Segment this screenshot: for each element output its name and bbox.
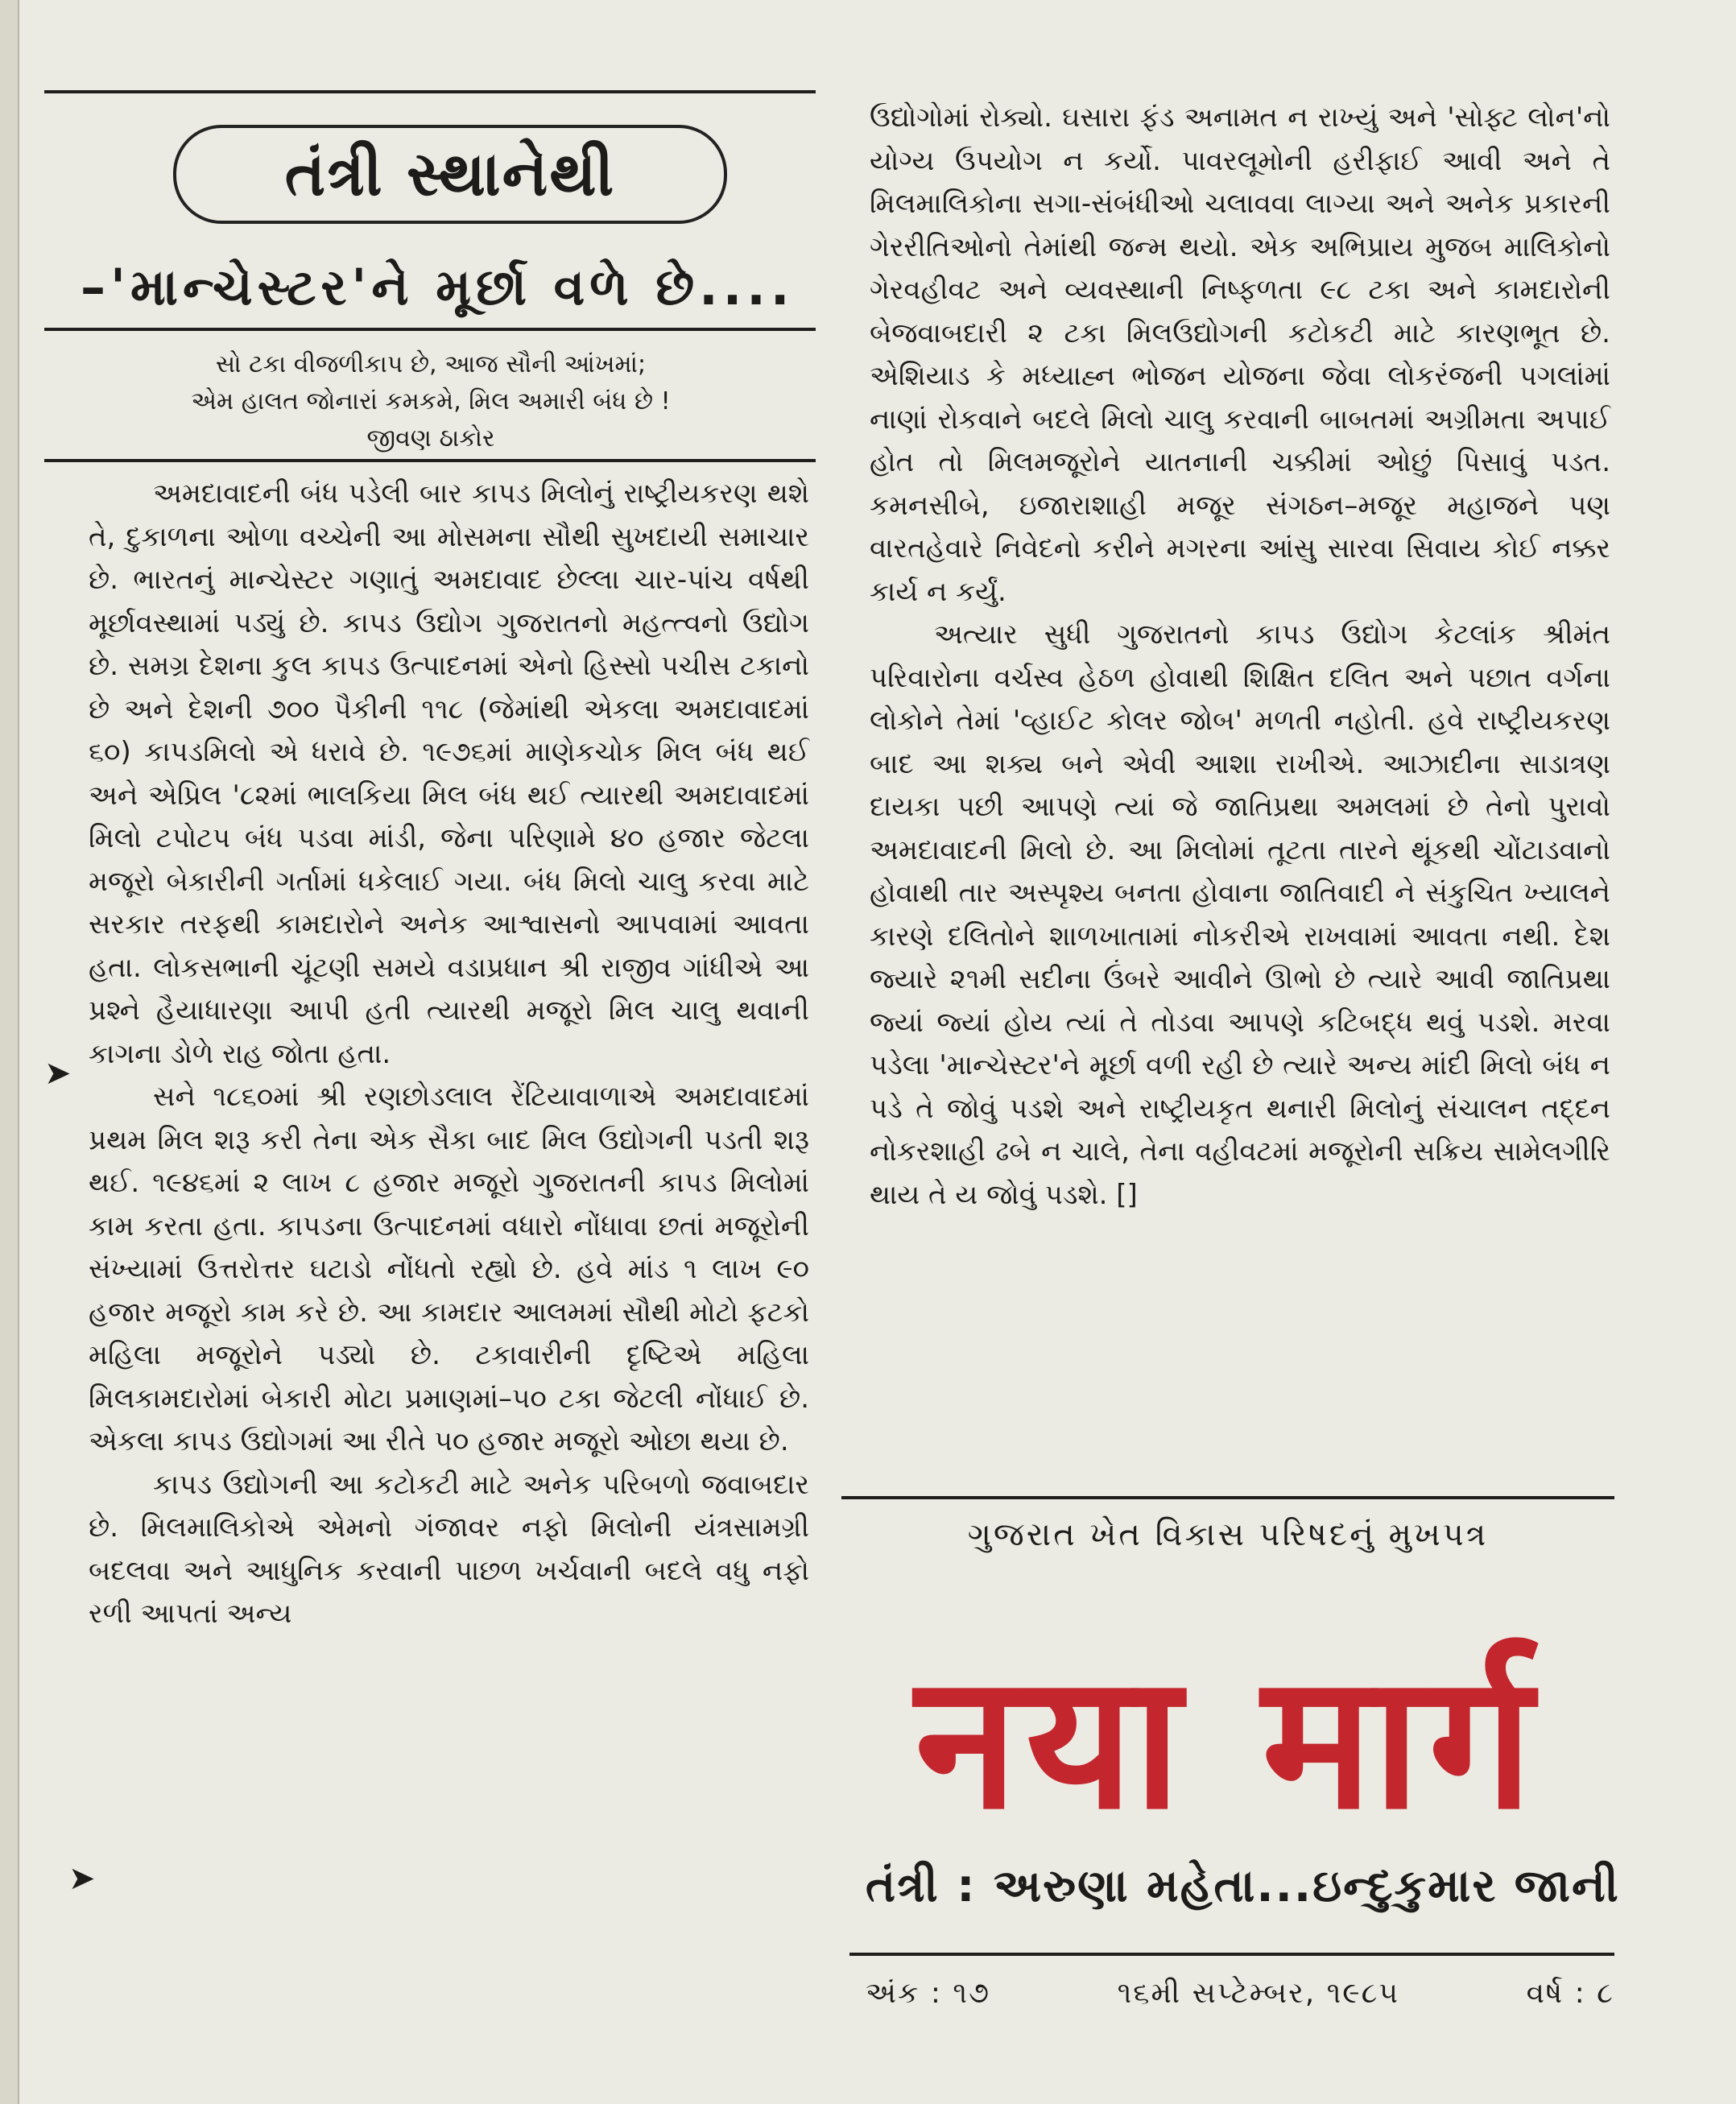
paragraph: અત્યાર સુધી ગુજરાતનો કાપડ ઉદ્યોગ કેટલાંક શ્રીમંત પરિવારોના વર્ચસ્વ હેઠળ હોવાથી શિક્ષિત દલિત અને પછાત વર્ગના લોકોને તેમાં 'વ્હાઈટ કોલર જોબ' મળતી નહોતી. હવે રાષ્ટ્રીયકરણ બાદ આ શક્ય બને એવી આશા રાખીએ. આઝાદીના સાડાત્રણ દાયકા પછી આપણે ત્યાં જે જાતિપ્રથા અમલમાં છે તેનો પુરાવો અમદાવાદની મિલો છે. આ મિલોમાં તૂટતા તારને થૂંકથી ચોંટાડવાનો હોવાથી તાર અસ્પૃશ્ય બનતા હોવાના જાતિવાદી ને સંકુચિત ખ્યાલને કારણે દલિતોને શાળખાતામાં નોકરીએ રાખવામાં આવતા નથી. દેશ જ્યારે ૨૧મી સદીના ઉંબરે આવીને ઊભો છે ત્યારે આવી જાતિપ્રથા જ્યાં જ્યાં હોય ત્યાં તે તોડવા આપણે કટિબદ્ધ થવું પડશે. મરવા પડેલા 'માન્ચેસ્ટર'ને મૂર્છા વળી રહી છે ત્યારે અન્ય માંદી મિલો બંધ ન પડે તે જોવું પડશે અને રાષ્ટ્રીયકૃત થનારી મિલોનું સંચાલન તદ્દન નોકરશાહી ઢબે ન ચાલે, તેના વહીવટમાં મજૂરોની સક્રિય સામેલગીરિ થાય તે ય જોવું પડશે. []: [870, 618, 1610, 1211]
masthead-rule-bottom: [849, 1953, 1614, 1956]
issue-year: વર્ષ : ૮: [1526, 1977, 1614, 2010]
paragraph: ઉદ્યોગોમાં રોક્યો. ઘસારા ફંડ અનામત ન રાખ્યું અને 'સોફ્ટ લોન'નો યોગ્ય ઉપયોગ ન કર્યો. પાવરલૂમોની હરીફાઈ આવી અને તે મિલમાલિકોના સગા-સંબંધીઓ ચલાવવા લાગ્યા અને અનેક પ્રકારની ગેરરીતિઓનો તેમાંથી જન્મ થયો. એક અભિપ્રાય મુજબ માલિકોનો ગેરવહીવટ અને વ્યવસ્થાની નિષ્ફળતા ૯૮ ટકા અને કામદારોની બેજવાબદારી ૨ ટકા મિલઉદ્યોગની કટોકટી માટે કારણભૂત છે. એશિયાડ કે મધ્યાહ્ન ભોજન યોજના જેવા લોકરંજની પગલાંમાં નાણાં રોકવાને બદલે મિલો ચાલુ કરવાની બાબતમાં અગ્રીમતા અપાઈ હોત તો મિલમજૂરોને યાતનાની ચક્કીમાં ઓછું પિસાવું પડત. કમનસીબે, ઇજારાશાહી મજૂર સંગઠન–મજૂર મહાજને પણ વારતહેવારે નિવેદનો કરીને મગરના આંસુ સારવા સિવાય કોઈ નક્કર કાર્ય ન કર્યું.: [870, 101, 1610, 608]
epigraph-poem: [48, 346, 813, 457]
paragraph: અમદાવાદની બંધ પડેલી બાર કાપડ મિલોનું રાષ્ટ્રીયકરણ થશે તે, દુકાળના ઓળા વચ્ચેની આ મોસમના સૌથી સુખદાયી સમાચાર છે. ભારતનું માન્ચેસ્ટર ગણાતું અમદાવાદ છેલ્લા ચાર-પાંચ વર્ષથી મૂર્છાવસ્થામાં પડ્યું છે. કાપડ ઉદ્યોગ ગુજરાતનો મહત્ત્વનો ઉદ્યોગ છે. સમગ્ર દેશના કુલ કાપડ ઉત્પાદનમાં એનો હિસ્સો પચીસ ટકાનો છે અને દેશની ૭૦૦ પૈકીની ૧૧૮ (જેમાંથી એકલા અમદાવાદમાં ૬૦) કાપડમિલો એ ધરાવે છે. ૧૯૭૬માં માણેકચોક મિલ બંધ થઈ અને એપ્રિલ '૮૨માં ભાલકિયા મિલ બંધ થઈ ત્યારથી અમદાવાદમાં મિલો ટપોટપ બંધ પડવા માંડી, જેના પરિણામે ૪૦ હજાર જેટલા મજૂરો બેકારીની ગર્તામાં ધકેલાઈ ગયા. બંધ મિલો ચાલુ કરવા માટે સરકાર તરફથી કામદારોને અનેક આશ્વાસનો આપવામાં આવતા હતા. લોકસભાની ચૂંટણી સમયે વડાપ્રધાન શ્રી રાજીવ ગાંધીએ આ પ્રશ્ને હૈયાધારણા આપી હતી ત્યારથી મજૂરો મિલ ચાલુ થવાની કાગના ડોળે રાહ જોતા હતા.: [89, 477, 809, 1070]
masthead-title: नया मार्ग: [915, 1635, 1541, 1850]
top-rule-left: [44, 90, 816, 93]
editorial-header: [48, 101, 813, 316]
issue-number: અંક : ૧૭: [866, 1977, 991, 2010]
poem-line: સો ટકા વીજળીકાપ છે, આજ સૌની આંખમાં;: [215, 350, 647, 378]
pen-mark-icon: ➤: [44, 1055, 72, 1092]
poem-line: એમ હાલત જોનારાં કમકમે, મિલ અમારી બંધ છે !: [191, 387, 671, 415]
newspaper-masthead: [841, 1494, 1620, 2057]
right-column-text: [870, 97, 1610, 1217]
poem-rule: [44, 459, 816, 462]
headline-rule: [44, 328, 816, 331]
pen-mark-icon: ➤: [68, 1860, 96, 1897]
issue-info: [866, 1977, 1614, 2011]
masthead-editors: તંત્રી : અરુણા મહેતા...ઇન્દુકુમાર જાની: [866, 1860, 1620, 1912]
left-column-text: [89, 473, 809, 1636]
paragraph: કાપડ ઉદ્યોગની આ કટોકટી માટે અનેક પરિબળો જવાબદાર છે. મિલમાલિકોએ એમનો ગંજાવર નફો મિલોની યંત્રસામગ્રી બદલવા અને આધુનિક કરવાની પાછળ ખર્ચવાની બદલે વધુ નફો રળી આપતાં અન્ય: [89, 1468, 809, 1630]
paragraph: સને ૧૮૬૦માં શ્રી રણછોડલાલ રેંટિયાવાળાએ અમદાવાદમાં પ્રથમ મિલ શરૂ કરી તેના એક સૈકા બાદ મિલ ઉદ્યોગની પડતી શરૂ થઈ. ૧૯૪૬માં ૨ લાખ ૮ હજાર મજૂરો ગુજરાતની કાપડ મિલોમાં કામ કરતા હતા. કાપડના ઉત્પાદનમાં વધારો નોંધાવા છતાં મજૂરોની સંખ્યામાં ઉત્તરોત્તર ઘટાડો નોંધતો રહ્યો છે. હવે માંડ ૧ લાખ ૯૦ હજાર મજૂરો કામ કરે છે. આ કામદાર આલમમાં સૌથી મોટો ફટકો મહિલા મજૂરોને પડ્યો છે. ટકાવારીની દૃષ્ટિએ મહિલા મિલકામદારોમાં બેકારી મોટા પ્રમાણમાં–૫૦ ટકા જેટલી નોંધાઈ છે. એકલા કાપડ ઉદ્યોગમાં આ રીતે ૫૦ હજાર મજૂરો ઓછા થયા છે.: [89, 1081, 809, 1457]
poem-author: જીવણ ઠાકોર: [366, 424, 495, 453]
issue-date: ૧૬મી સપ્ટેમ્બર, ૧૯૮૫: [1117, 1977, 1400, 2010]
editorial-banner: તંત્રી સ્થાનેથી: [173, 125, 727, 224]
page-edge: [0, 0, 19, 2104]
article-headline: –'માન્ચેસ્ટર'ને મૂર્છા વળે છે....: [81, 258, 795, 316]
masthead-tagline: ગુજરાત ખેત વિકાસ પરિષદનું મુખપત્ર: [967, 1516, 1489, 1553]
